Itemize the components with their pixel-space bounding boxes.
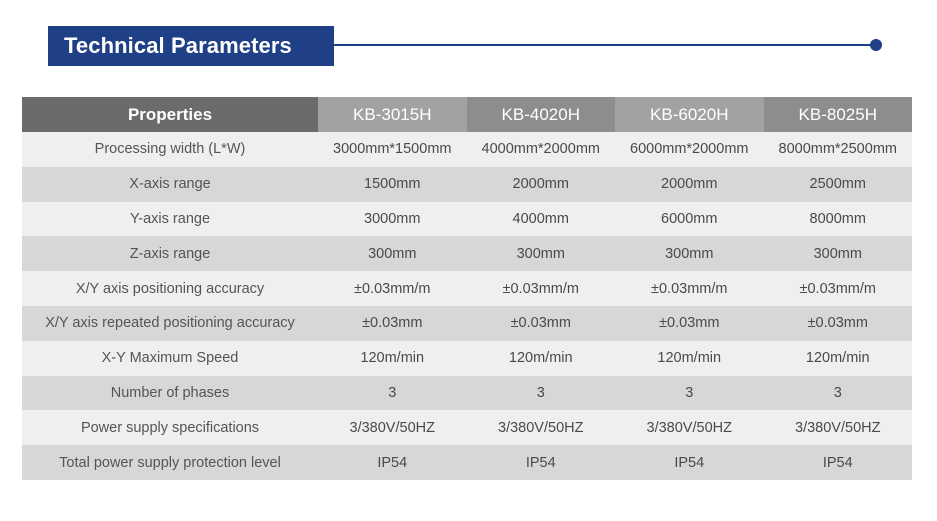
header-model: KB-6020H <box>615 97 764 132</box>
value-cell: 6000mm <box>615 202 764 237</box>
value-cell: ±0.03mm <box>764 306 913 341</box>
value-cell: 3 <box>318 376 467 411</box>
property-name-cell: Number of phases <box>22 376 318 411</box>
value-cell: 8000mm <box>764 202 913 237</box>
table-row <box>22 132 912 167</box>
value-cell: ±0.03mm/m <box>764 271 913 306</box>
value-cell: ±0.03mm <box>318 306 467 341</box>
value-cell: 3/380V/50HZ <box>764 410 913 445</box>
property-name-cell: Processing width (L*W) <box>22 132 318 167</box>
property-name-cell: Power supply specifications <box>22 410 318 445</box>
title-divider-line <box>334 44 876 46</box>
value-cell: 120m/min <box>615 341 764 376</box>
header-model: KB-3015H <box>318 97 467 132</box>
title-divider-dot <box>870 39 882 51</box>
value-cell: ±0.03mm <box>615 306 764 341</box>
value-cell: 2500mm <box>764 167 913 202</box>
table-row <box>22 167 912 202</box>
table-row <box>22 376 912 411</box>
property-name-cell: Y-axis range <box>22 202 318 237</box>
property-name-cell: X/Y axis positioning accuracy <box>22 271 318 306</box>
value-cell: ±0.03mm <box>467 306 616 341</box>
property-name-cell: X-Y Maximum Speed <box>22 341 318 376</box>
property-name-cell: X-axis range <box>22 167 318 202</box>
value-cell: 4000mm*2000mm <box>467 132 616 167</box>
value-cell: ±0.03mm/m <box>467 271 616 306</box>
value-cell: 1500mm <box>318 167 467 202</box>
property-name-cell: Total power supply protection level <box>22 445 318 480</box>
value-cell: 3000mm <box>318 202 467 237</box>
value-cell: 3 <box>764 376 913 411</box>
header-model: KB-8025H <box>764 97 913 132</box>
value-cell: IP54 <box>467 445 616 480</box>
value-cell: IP54 <box>615 445 764 480</box>
header-model: KB-4020H <box>467 97 616 132</box>
table-row <box>22 202 912 237</box>
value-cell: 300mm <box>764 236 913 271</box>
property-name-cell: X/Y axis repeated positioning accuracy <box>22 306 318 341</box>
property-name-cell: Z-axis range <box>22 236 318 271</box>
value-cell: 120m/min <box>764 341 913 376</box>
value-cell: 3 <box>615 376 764 411</box>
value-cell: 4000mm <box>467 202 616 237</box>
table-row <box>22 306 912 341</box>
value-cell: 300mm <box>615 236 764 271</box>
value-cell: ±0.03mm/m <box>318 271 467 306</box>
value-cell: 2000mm <box>467 167 616 202</box>
page-title: Technical Parameters <box>48 26 334 66</box>
value-cell: 120m/min <box>467 341 616 376</box>
table-row <box>22 271 912 306</box>
value-cell: 8000mm*2500mm <box>764 132 913 167</box>
value-cell: 3/380V/50HZ <box>615 410 764 445</box>
value-cell: 3/380V/50HZ <box>318 410 467 445</box>
value-cell: 3/380V/50HZ <box>467 410 616 445</box>
header-properties: Properties <box>22 97 318 132</box>
value-cell: 3 <box>467 376 616 411</box>
value-cell: 3000mm*1500mm <box>318 132 467 167</box>
table-row <box>22 236 912 271</box>
table-row <box>22 341 912 376</box>
parameters-table <box>22 97 912 480</box>
value-cell: 300mm <box>467 236 616 271</box>
table-row <box>22 445 912 480</box>
value-cell: IP54 <box>764 445 913 480</box>
value-cell: 6000mm*2000mm <box>615 132 764 167</box>
value-cell: ±0.03mm/m <box>615 271 764 306</box>
value-cell: IP54 <box>318 445 467 480</box>
value-cell: 2000mm <box>615 167 764 202</box>
table-body <box>22 132 912 480</box>
value-cell: 300mm <box>318 236 467 271</box>
table-row <box>22 410 912 445</box>
table-header-row <box>22 97 912 132</box>
value-cell: 120m/min <box>318 341 467 376</box>
